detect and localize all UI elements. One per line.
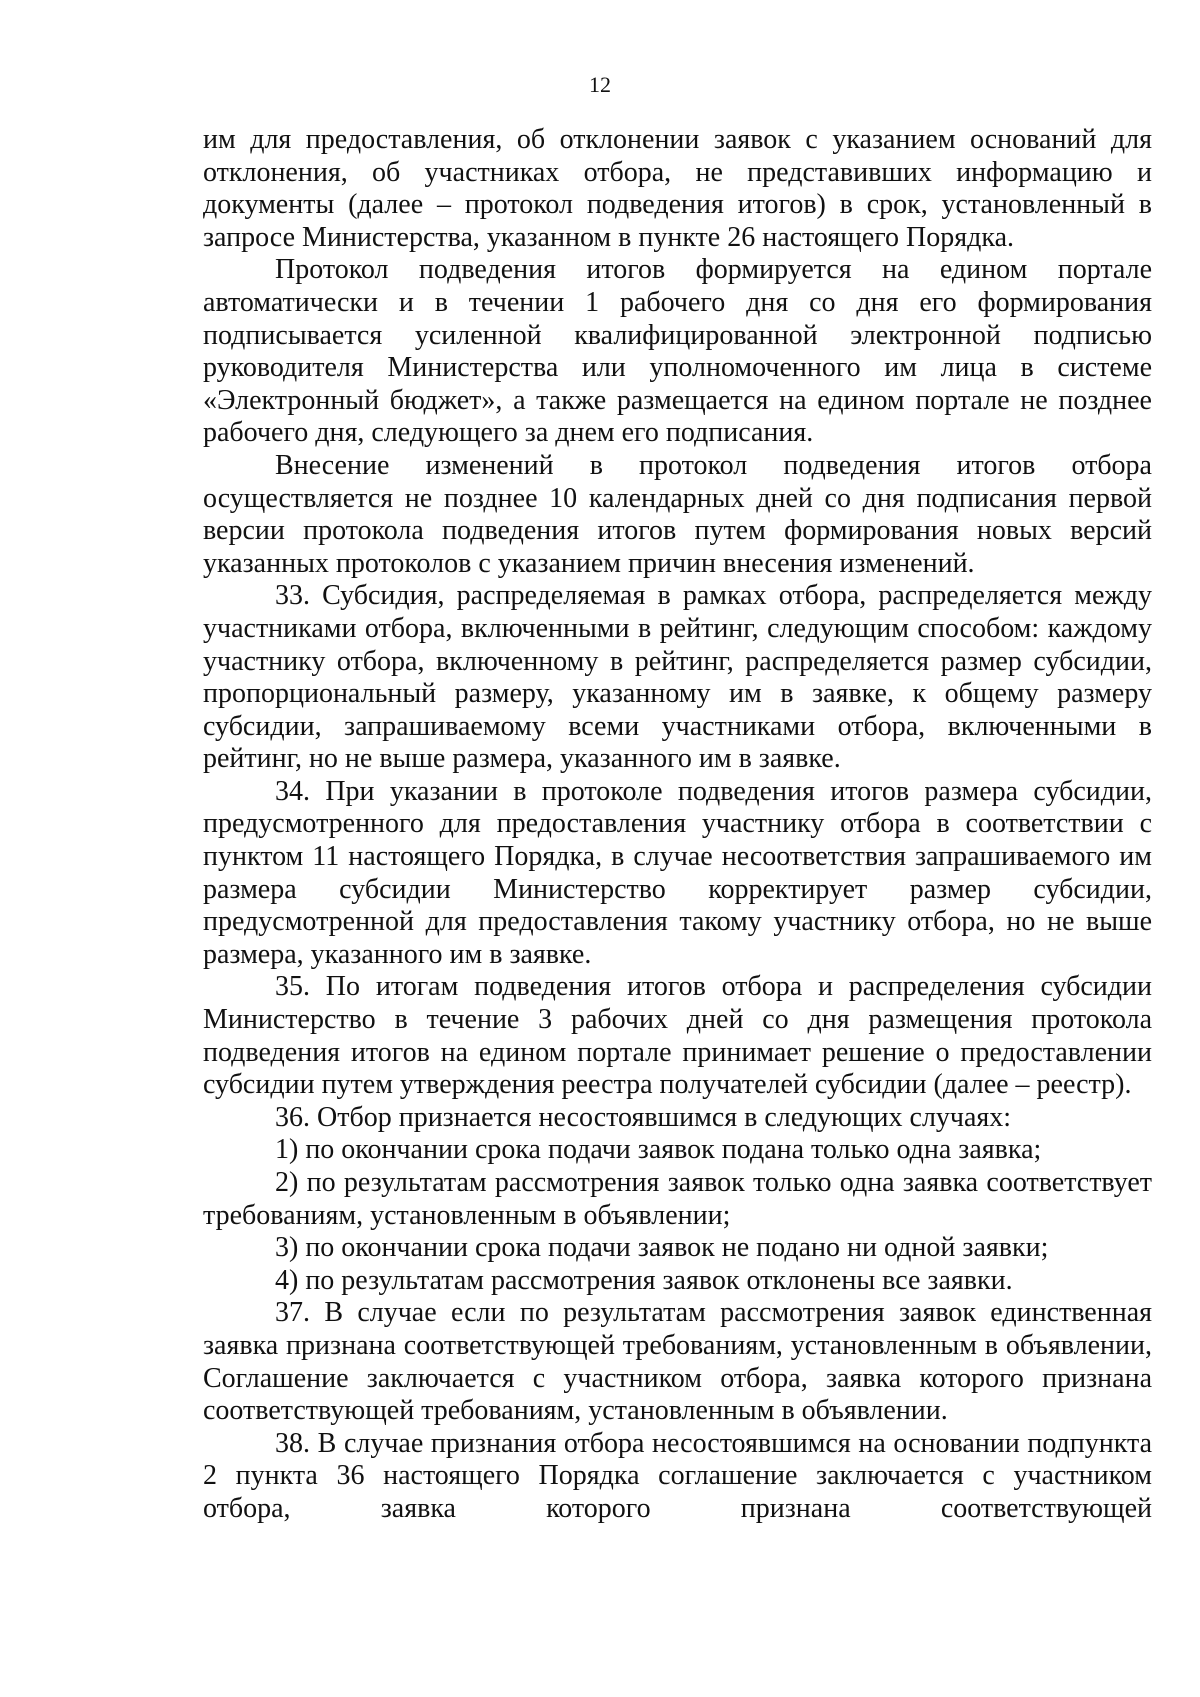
paragraph-item-35: 35. По итогам подведения итогов отбора и распределения субсидии Министерство в течение 3 рабочих дней со дня размещения протокола подведения итогов на едином портале принимает решение о предоставлении субсидии путем утверждения реестра получателей субсидии (далее – реестр). xyxy=(203,971,1152,1101)
page-number: 12 xyxy=(589,72,611,97)
paragraph-continuation: им для предоставления, об отклонении заявок с указанием оснований для отклонения, об участниках отбора, не представивших информацию и документы (далее – протокол подведения итогов) в срок, установленный в запросе Министерства, указанном в пункте 26 настоящего Порядка. xyxy=(203,124,1152,253)
paragraph-item-37: 37. В случае если по результатам рассмотрения заявок единственная заявка признана соответствующей требованиям, установленным в объявлении, Соглашение заключается с участником отбора, заявка которого признана соответствующей требованиям, установленным в объявлении. xyxy=(203,1297,1152,1427)
paragraph-item-36-sub-3: 3) по окончании срока подачи заявок не подано ни одной заявки; xyxy=(275,1232,1049,1264)
paragraph-protocol-formation: Протокол подведения итогов формируется на едином портале автоматически и в течении 1 рабочего дня со дня его формирования подписывается усиленной квалифицированной электронной подписью руководителя Министерства или уполномоченного им лица в системе «Электронный бюджет», а также размещается на едином портале не позднее рабочего дня, следующего за днем его подписания. xyxy=(203,254,1152,449)
paragraph-item-36-sub-2: 2) по результатам рассмотрения заявок только одна заявка соответствует требованиям, установленным в объявлении; xyxy=(203,1167,1152,1231)
paragraph-item-36: 36. Отбор признается несостоявшимся в следующих случаях: xyxy=(275,1101,1012,1133)
paragraph-item-34: 34. При указании в протоколе подведения итогов размера субсидии, предусмотренного для предоставления участнику отбора в соответствии с пунктом 11 настоящего Порядка, в случае несоответствия запрашиваемого им размера субсидии Министерство корректирует размер субсидии, предусмотренной для предоставления такому участнику отбора, но не выше размера, указанного им в заявке. xyxy=(203,775,1152,970)
paragraph-protocol-changes: Внесение изменений в протокол подведения итогов отбора осуществляется не позднее 10 календарных дней со дня подписания первой версии протокола подведения итогов путем формирования новых версий указанных протоколов с указанием причин внесения изменений. xyxy=(203,449,1152,579)
document-body xyxy=(203,124,1152,1526)
paragraph-item-36-sub-1: 1) по окончании срока подачи заявок подана только одна заявка; xyxy=(275,1134,1042,1166)
paragraph-item-33: 33. Субсидия, распределяемая в рамках отбора, распределяется между участниками отбора, включенными в рейтинг, следующим способом: каждому участнику отбора, включенному в рейтинг, распределяется размер субсидии, пропорциональный размеру, указанному им в заявке, к общему размеру субсидии, запрашиваемому всеми участниками отбора, включенными в рейтинг, но не выше размера, указанного им в заявке. xyxy=(203,580,1152,775)
paragraph-item-38: 38. В случае признания отбора несостоявшимся на основании подпункта 2 пункта 36 настоящего Порядка соглашение заключается с участником отбора, заявка которого признана соответствующей xyxy=(203,1427,1152,1524)
paragraph-item-36-sub-4: 4) по результатам рассмотрения заявок отклонены все заявки. xyxy=(275,1264,1013,1296)
